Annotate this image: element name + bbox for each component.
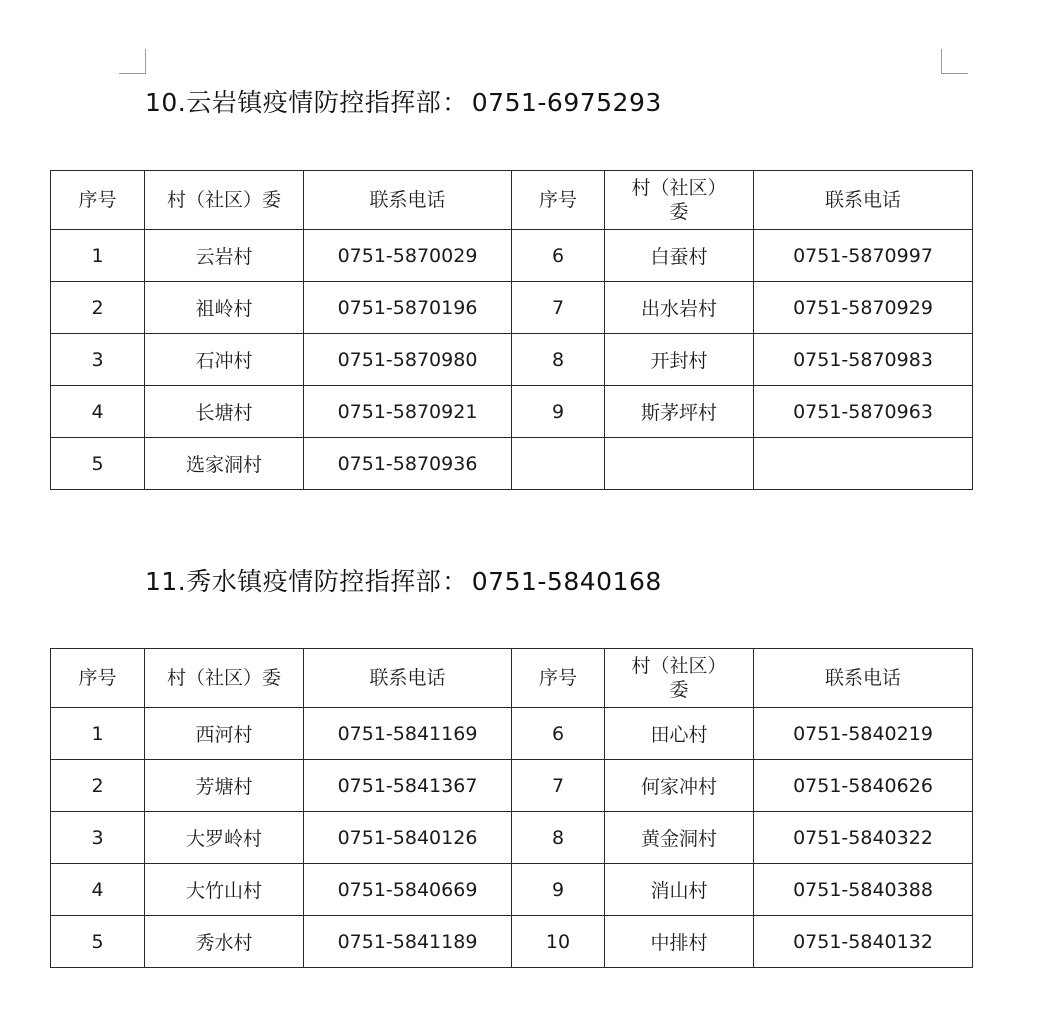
header-no: 序号	[51, 649, 145, 708]
cell-no: 5	[51, 438, 145, 490]
cell-no: 4	[51, 386, 145, 438]
cell-phone-empty	[754, 438, 973, 490]
cell-committee: 斯茅坪村	[605, 386, 754, 438]
section-heading-xiushui	[145, 565, 662, 599]
cell-committee: 出水岩村	[605, 282, 754, 334]
section-phone: 0751-6975293	[471, 88, 662, 117]
cell-phone: 0751-5870196	[304, 282, 512, 334]
header-committee: 村（社区）委	[605, 649, 754, 708]
cell-no: 9	[512, 386, 605, 438]
cell-no: 2	[51, 282, 145, 334]
section-heading-yunyan	[145, 86, 662, 120]
section-separator: ：	[442, 88, 468, 117]
cell-committee: 石冲村	[145, 334, 304, 386]
cell-phone: 0751-5870936	[304, 438, 512, 490]
cell-phone: 0751-5870997	[754, 230, 973, 282]
cell-committee: 中排村	[605, 916, 754, 968]
table-row	[51, 438, 973, 490]
cell-no: 2	[51, 760, 145, 812]
cell-phone: 0751-5841189	[304, 916, 512, 968]
cell-phone: 0751-5870921	[304, 386, 512, 438]
table-row	[51, 760, 973, 812]
table-row	[51, 386, 973, 438]
cell-committee: 大竹山村	[145, 864, 304, 916]
cell-phone: 0751-5840669	[304, 864, 512, 916]
cell-no: 4	[51, 864, 145, 916]
table-row	[51, 230, 973, 282]
cell-phone: 0751-5870029	[304, 230, 512, 282]
cell-committee: 大罗岭村	[145, 812, 304, 864]
cell-committee: 芳塘村	[145, 760, 304, 812]
section-title: 11.秀水镇疫情防控指挥部	[145, 567, 442, 596]
cell-committee: 黄金洞村	[605, 812, 754, 864]
cell-committee: 何家冲村	[605, 760, 754, 812]
cell-committee: 田心村	[605, 708, 754, 760]
cell-committee: 云岩村	[145, 230, 304, 282]
header-no: 序号	[512, 649, 605, 708]
cell-no: 3	[51, 812, 145, 864]
cell-committee: 西河村	[145, 708, 304, 760]
cell-no: 8	[512, 812, 605, 864]
table-row	[51, 864, 973, 916]
contacts-table-yunyan	[50, 170, 973, 490]
table-header-row	[51, 171, 973, 230]
cell-no: 5	[51, 916, 145, 968]
cell-no: 6	[512, 230, 605, 282]
header-committee: 村（社区）委	[605, 171, 754, 230]
table-row	[51, 916, 973, 968]
page-corner-mark-top-right	[941, 49, 968, 74]
cell-no: 7	[512, 760, 605, 812]
header-phone: 联系电话	[754, 171, 973, 230]
contacts-table-xiushui	[50, 648, 973, 968]
cell-phone: 0751-5870963	[754, 386, 973, 438]
header-committee: 村（社区）委	[145, 649, 304, 708]
cell-committee: 长塘村	[145, 386, 304, 438]
header-no: 序号	[512, 171, 605, 230]
section-separator: ：	[442, 567, 468, 596]
cell-phone: 0751-5841367	[304, 760, 512, 812]
cell-phone: 0751-5840626	[754, 760, 973, 812]
cell-phone: 0751-5840219	[754, 708, 973, 760]
cell-no: 7	[512, 282, 605, 334]
cell-no: 1	[51, 230, 145, 282]
header-phone: 联系电话	[304, 649, 512, 708]
header-phone: 联系电话	[754, 649, 973, 708]
table-row	[51, 708, 973, 760]
section-phone: 0751-5840168	[471, 567, 662, 596]
table-row	[51, 812, 973, 864]
header-committee: 村（社区）委	[145, 171, 304, 230]
header-no: 序号	[51, 171, 145, 230]
cell-committee: 祖岭村	[145, 282, 304, 334]
cell-committee: 白蚕村	[605, 230, 754, 282]
cell-no: 10	[512, 916, 605, 968]
table-header-row	[51, 649, 973, 708]
cell-no-empty	[512, 438, 605, 490]
cell-phone: 0751-5841169	[304, 708, 512, 760]
cell-no: 9	[512, 864, 605, 916]
cell-committee: 开封村	[605, 334, 754, 386]
cell-phone: 0751-5840388	[754, 864, 973, 916]
cell-committee-empty	[605, 438, 754, 490]
cell-phone: 0751-5870980	[304, 334, 512, 386]
cell-committee: 秀水村	[145, 916, 304, 968]
cell-phone: 0751-5840322	[754, 812, 973, 864]
section-title: 10.云岩镇疫情防控指挥部	[145, 88, 442, 117]
cell-phone: 0751-5870929	[754, 282, 973, 334]
cell-phone: 0751-5870983	[754, 334, 973, 386]
table-row	[51, 282, 973, 334]
header-phone: 联系电话	[304, 171, 512, 230]
cell-no: 8	[512, 334, 605, 386]
cell-committee: 消山村	[605, 864, 754, 916]
cell-committee: 选家洞村	[145, 438, 304, 490]
cell-phone: 0751-5840132	[754, 916, 973, 968]
cell-no: 6	[512, 708, 605, 760]
page-corner-mark-top-left	[119, 49, 146, 74]
cell-no: 3	[51, 334, 145, 386]
cell-phone: 0751-5840126	[304, 812, 512, 864]
table-row	[51, 334, 973, 386]
cell-no: 1	[51, 708, 145, 760]
